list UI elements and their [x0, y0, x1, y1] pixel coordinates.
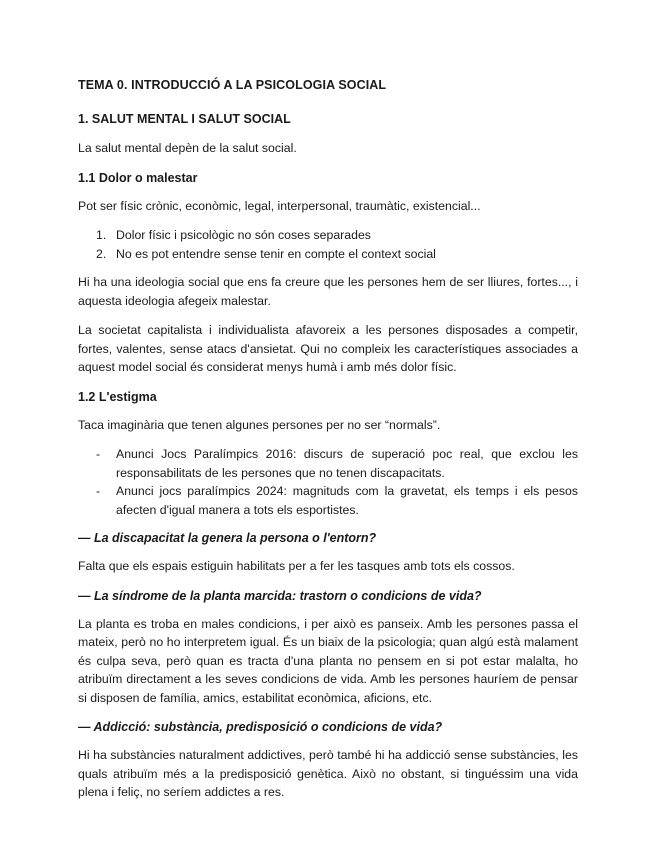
answer-2: La planta es troba en males condicions, i per això es panseix. Amb les persones passa el mateix, però no ho interpretem igual. És un biaix de la psicologia; quan algú està malament és culpa seva, però quan es tracta d'una planta no pensem en si pot estar malalta, ho atribuïm directament a les seves condicions de vida. Amb les persones hauríem de pensar si disposen de família, amics, estabilitat econòmica, aficions, etc. — [78, 616, 578, 705]
list-item — [78, 445, 578, 482]
list-item — [78, 245, 578, 264]
section-1-1-paragraph-1: Pot ser físic crònic, econòmic, legal, interpersonal, traumàtic, existencial... — [78, 198, 481, 213]
document-page — [78, 76, 578, 813]
question-1: — La discapacitat la genera la persona o l'entorn? — [78, 531, 377, 545]
question-2: — La síndrome de la planta marcida: trastorn o condicions de vida? — [78, 588, 482, 603]
list-item-text: Anunci jocs paralímpics 2024: magnituds com la gravetat, els temps i els pesos afecten d'igual manera a tots els esportistes. — [116, 484, 578, 517]
list-item — [78, 226, 578, 245]
list-item-text: Dolor físic i psicològic no són coses separades — [116, 228, 371, 242]
answer-1: Falta que els espais estiguin habilitats per a fer les tasques amb tots els cossos. — [78, 559, 515, 573]
section-1-1-heading: 1.1 Dolor o malestar — [78, 170, 198, 185]
question-3: — Addicció: substància, predisposició o condicions de vida? — [78, 720, 443, 734]
list-item — [78, 482, 578, 519]
list-marker: 2. — [96, 246, 107, 261]
list-item-text: Anunci Jocs Paralímpics 2016: discurs de superació poc real, que exclou les responsabilitats de les persones que no tenen discapacitats. — [116, 447, 578, 480]
list-marker: - — [96, 484, 101, 498]
numbered-list — [78, 226, 578, 263]
dash-list — [78, 445, 578, 519]
document-title: TEMA 0. INTRODUCCIÓ A LA PSICOLOGIA SOCIAL — [78, 78, 387, 92]
section-1-1-paragraph-3: La societat capitalista i individualista afavoreix a les persones disposades a competir, fortes, valentes, sense atacs d'ansietat. Qui no compleix les característiques associades a aquest model social és considerat menys humà i amb més dolor físic. — [78, 323, 578, 374]
list-marker: - — [96, 447, 101, 461]
list-marker: 1. — [96, 228, 107, 242]
answer-3: Hi ha substàncies naturalment addictives, però també hi ha addicció sense substàncies, les quals atribuïm més a la predisposició genètica. Això no obstant, si tinguéssim una vida plena i feliç, no seríem addictes a res. — [78, 748, 578, 799]
section-1-heading: 1. SALUT MENTAL I SALUT SOCIAL — [78, 112, 291, 126]
section-1-intro: La salut mental depèn de la salut social. — [78, 141, 297, 155]
section-1-2-heading: 1.2 L'estigma — [78, 389, 157, 404]
section-1-2-paragraph-1: Taca imaginària que tenen algunes persones per no ser “normals”. — [78, 417, 441, 432]
section-1-1-paragraph-2: Hi ha una ideologia social que ens fa creure que les persones hem de ser lliures, fortes..., i aquesta ideologia afegeix malestar. — [78, 275, 578, 308]
list-item-text: No es pot entendre sense tenir en compte el context social — [116, 246, 436, 261]
